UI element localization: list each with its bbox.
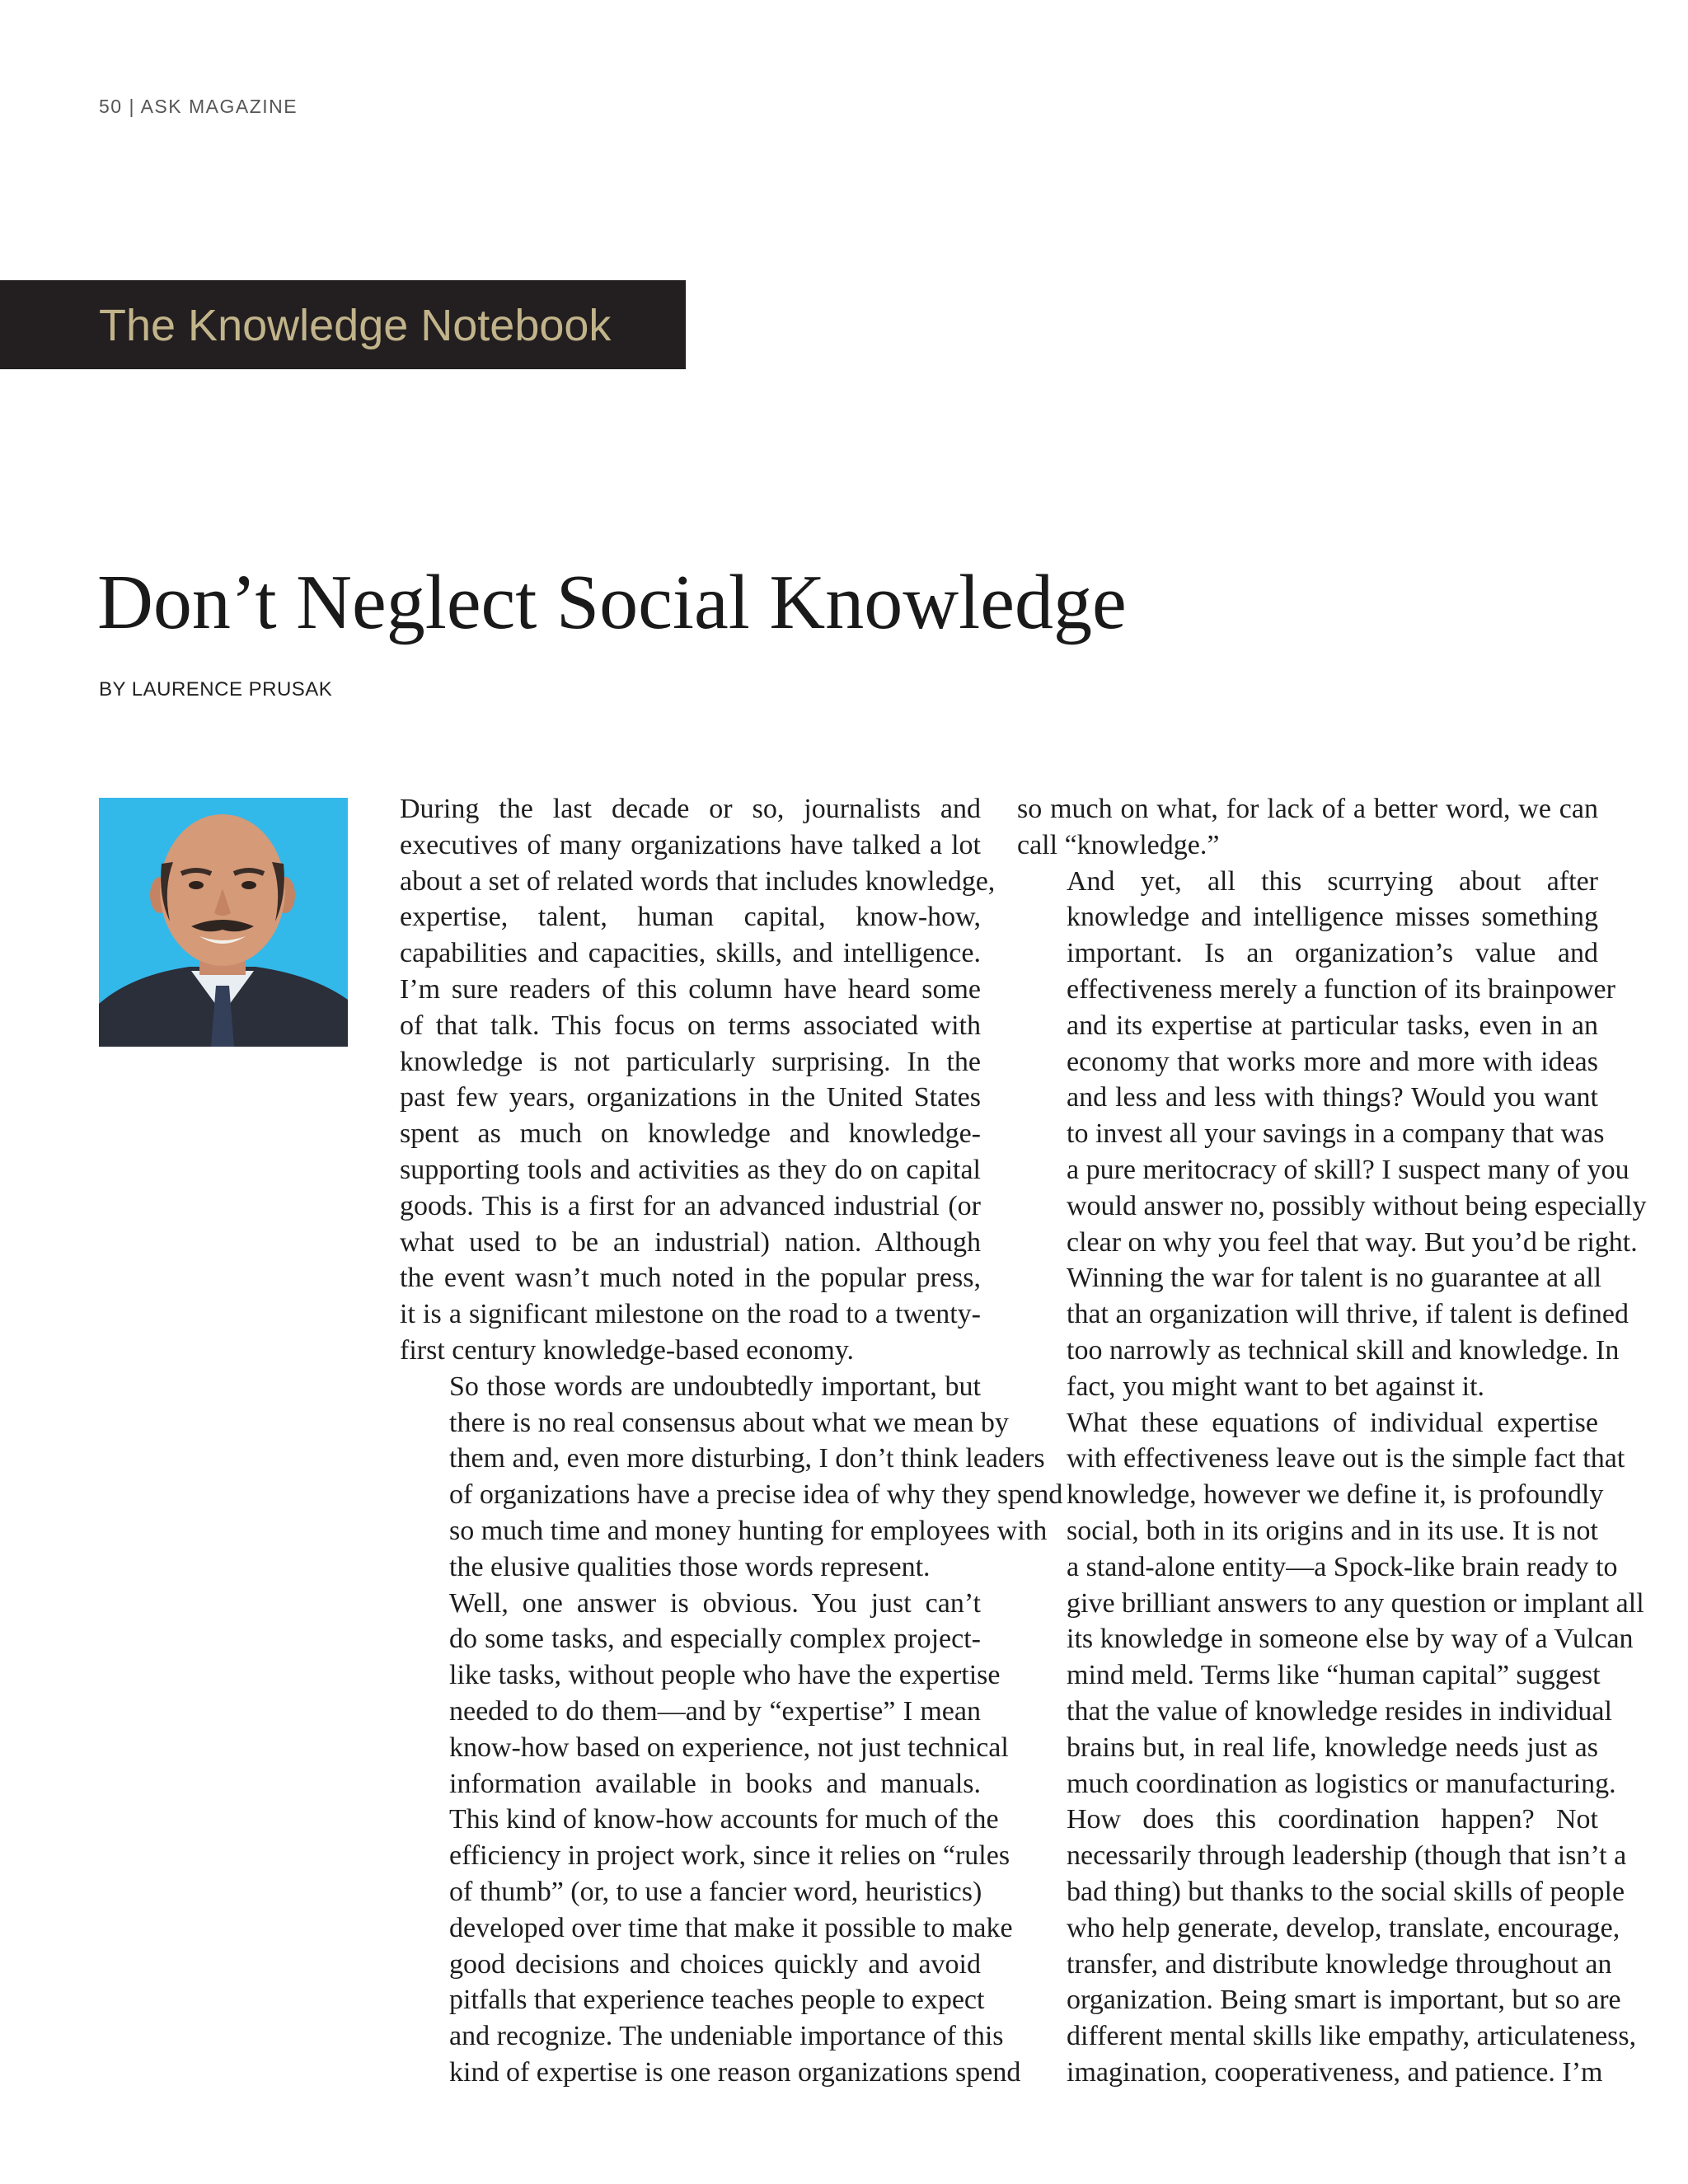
- text-line: necessarily through leadership (though that isn’t a: [1067, 1840, 1627, 1872]
- body-paragraph: [1017, 864, 1647, 1405]
- text-line: Well, one answer is obvious. You just can’t: [449, 1587, 981, 1619]
- text-line: like tasks, without people who have the expertise: [449, 1660, 1001, 1691]
- text-line: clear on why you feel that way. But you’d be right.: [1067, 1226, 1638, 1258]
- text-line: What these equations of individual expertise: [1067, 1407, 1598, 1438]
- text-line: needed to do them—and by “expertise” I mean: [449, 1695, 981, 1727]
- text-line: capabilities and capacities, skills, and intelligence.: [400, 938, 981, 969]
- text-line: different mental skills like empathy, articulateness,: [1067, 2021, 1637, 2052]
- text-line: and less and less with things? Would you want: [1067, 1082, 1598, 1113]
- text-line: it is a significant milestone on the road to a twenty-: [400, 1299, 981, 1330]
- text-line: efficiency in project work, since it relies on “rules: [449, 1840, 1010, 1872]
- body-paragraph: [1017, 791, 1598, 864]
- text-line: past few years, organizations in the United States: [400, 1082, 981, 1113]
- text-line: who help generate, develop, translate, encourage,: [1067, 1912, 1620, 1943]
- text-line: that the value of knowledge resides in individual: [1067, 1695, 1612, 1727]
- body-paragraph: [1017, 1405, 1644, 2091]
- text-line: spent as much on knowledge and knowledge-: [400, 1118, 981, 1150]
- text-line: This kind of know-how accounts for much of the: [449, 1804, 999, 1835]
- text-line: developed over time that make it possible to make: [449, 1912, 1013, 1943]
- text-line: fact, you might want to bet against it.: [1067, 1371, 1485, 1402]
- text-line: of that talk. This focus on terms associated with: [400, 1010, 981, 1041]
- text-line: information available in books and manuals.: [449, 1768, 981, 1799]
- text-line: so much on what, for lack of a better word, we can: [1017, 794, 1598, 824]
- text-line: knowledge and intelligence misses something: [1067, 902, 1598, 933]
- text-line: and its expertise at particular tasks, even in an: [1067, 1010, 1598, 1041]
- body-paragraph: [400, 1369, 1063, 1586]
- text-line: mind meld. Terms like “human capital” suggest: [1067, 1660, 1601, 1691]
- text-line: much coordination as logistics or manufacturing.: [1067, 1768, 1616, 1799]
- section-title: The Knowledge Notebook: [99, 301, 612, 350]
- text-line: And yet, all this scurrying about after: [1067, 865, 1598, 897]
- text-line: would answer no, possibly without being especially: [1067, 1190, 1647, 1221]
- text-line: do some tasks, and especially complex project-: [449, 1624, 981, 1655]
- text-line: kind of expertise is one reason organizations spend: [449, 2056, 1021, 2088]
- text-line: economy that works more and more with ideas: [1067, 1046, 1598, 1077]
- text-line: knowledge, however we define it, is profoundly: [1067, 1479, 1604, 1511]
- article-column-left: [400, 791, 1063, 2091]
- text-line: During the last decade or so, journalists and: [400, 794, 981, 824]
- body-paragraph: [400, 791, 996, 1369]
- text-line: a stand-alone entity—a Spock-like brain ready to: [1067, 1551, 1618, 1582]
- text-line: a pure meritocracy of skill? I suspect many of you: [1067, 1154, 1629, 1185]
- text-line: its knowledge in someone else by way of a Vulcan: [1067, 1624, 1634, 1655]
- text-line: brains but, in real life, knowledge needs just as: [1067, 1732, 1598, 1763]
- text-line: Winning the war for talent is no guarantee at all: [1067, 1263, 1602, 1294]
- text-line: transfer, and distribute knowledge throughout an: [1067, 1948, 1612, 1980]
- text-line: that an organization will thrive, if talent is defined: [1067, 1299, 1629, 1330]
- text-line: give brilliant answers to any question or implant all: [1067, 1587, 1644, 1619]
- text-line: expertise, talent, human capital, know-how,: [400, 902, 981, 933]
- body-paragraph: [400, 1586, 1021, 2091]
- text-line: imagination, cooperativeness, and patience. I’m: [1067, 2056, 1603, 2088]
- article-column-right: [1017, 791, 1647, 2091]
- text-line: about a set of related words that includes knowledge,: [400, 865, 996, 897]
- text-line: good decisions and choices quickly and avoid: [449, 1948, 981, 1980]
- article-title: Don’t Neglect Social Knowledge: [97, 560, 1127, 645]
- text-line: the elusive qualities those words represent.: [449, 1551, 931, 1582]
- text-line: So those words are undoubtedly important, but: [449, 1371, 981, 1402]
- text-line: social, both in its origins and in its use. It is not: [1067, 1515, 1598, 1546]
- text-line: of organizations have a precise idea of why they spend: [449, 1479, 1063, 1511]
- text-line: pitfalls that experience teaches people to expect: [449, 1985, 985, 2016]
- text-line: organization. Being smart is important, but so are: [1067, 1985, 1621, 2016]
- text-line: and recognize. The undeniable importance of this: [449, 2021, 1004, 2052]
- text-line: supporting tools and activities as they do on capital: [400, 1154, 981, 1185]
- author-portrait-illustration: [99, 798, 348, 1047]
- text-line: bad thing) but thanks to the social skills of people: [1067, 1876, 1625, 1907]
- text-line: the event wasn’t much noted in the popular press,: [400, 1263, 981, 1294]
- text-line: effectiveness merely a function of its brainpower: [1067, 973, 1615, 1005]
- text-line: to invest all your savings in a company that was: [1067, 1118, 1605, 1150]
- text-line: know-how based on experience, not just technical: [449, 1732, 1009, 1763]
- article-byline: BY LAURENCE PRUSAK: [99, 678, 333, 701]
- page-folio: 50 | ASK MAGAZINE: [99, 96, 298, 117]
- text-line: How does this coordination happen? Not: [1067, 1804, 1598, 1835]
- text-line: so much time and money hunting for employees with: [449, 1515, 1048, 1546]
- text-line: of thumb” (or, to use a fancier word, heuristics): [449, 1876, 982, 1907]
- text-line: call “knowledge.”: [1017, 829, 1220, 860]
- text-line: with effectiveness leave out is the simple fact that: [1067, 1443, 1625, 1474]
- section-banner: [0, 280, 686, 369]
- text-line: I’m sure readers of this column have heard some: [400, 973, 981, 1005]
- text-line: executives of many organizations have talked a lot: [400, 829, 981, 860]
- text-line: there is no real consensus about what we mean by: [449, 1407, 1009, 1438]
- text-line: what used to be an industrial) nation. Although: [400, 1226, 981, 1258]
- text-line: too narrowly as technical skill and knowledge. In: [1067, 1334, 1620, 1366]
- author-photo: [99, 798, 348, 1047]
- text-line: knowledge is not particularly surprising. In the: [400, 1046, 981, 1077]
- text-line: them and, even more disturbing, I don’t think leaders: [449, 1443, 1045, 1474]
- text-line: important. Is an organization’s value and: [1067, 938, 1598, 969]
- text-line: goods. This is a first for an advanced industrial (or: [400, 1190, 981, 1221]
- text-line: first century knowledge-based economy.: [400, 1334, 855, 1366]
